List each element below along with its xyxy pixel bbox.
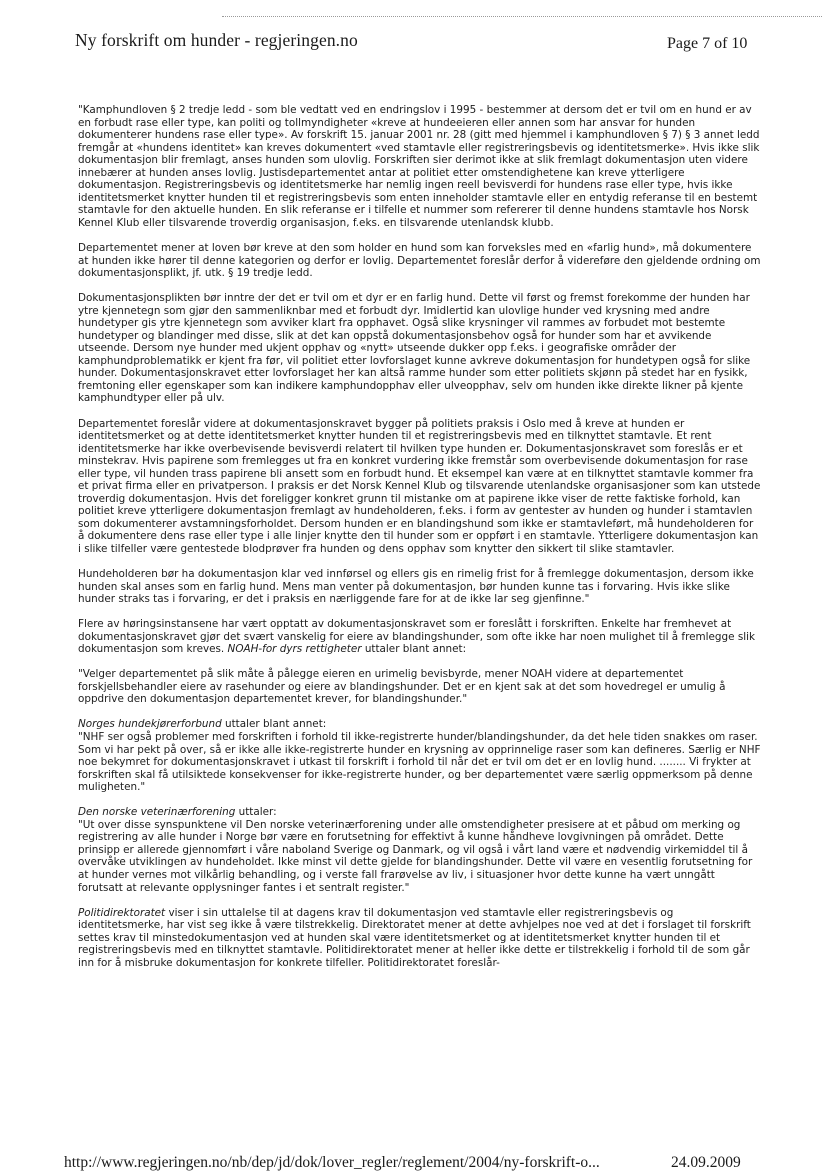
paragraph-nhf-intro	[78, 718, 762, 731]
organization-name-politidirektoratet: Politidirektoratet	[78, 906, 166, 919]
page-title: Ny forskrift om hunder - regjeringen.no	[75, 30, 358, 50]
scan-edge-dots	[222, 16, 822, 17]
paragraph-dokumentasjonsplikten: Dokumentasjonsplikten bør inntre der det er tvil om et dyr er en farlig hund. Dette vil først og fremst forekomme der hunden har ytre kjennetegn som gjør den sammenliknbar med et forbudt dyr. Imidlertid kan ulovlige hunder ved krysning med andre hundetyper gis ytre kjennetegn som avviker klart fra opphavet. Også slike krysninger vil rammes av forbudet mot bestemte hundetyper og blandinger med disse, slik at det kan oppstå dokumentasjonsbehov også for hunder som har et avvikende utseende. Dersom nye hunder med ukjent opphav og «nytt» utseende dukker opp f.eks. i geografiske områder der kamphundproblematikk er kjent fra før, vil politiet etter lovforslaget kunne avkreve dokumentasjon for hundetypen også for slike hunder. Dokumentasjonskravet etter lovforslaget her kan altså ramme hunder som etter politiets skjønn på stedet har en fysikk, fremtoning eller egenskaper som kan indikere kamphundopphav eller ulveopphav, selv om hunden ikke direkte likner på kjente kamphundtyper eller på ulv.	[78, 292, 751, 405]
paragraph-text: viser i sin uttalelse til at dagens krav til dokumentasjon ved stamtavle eller registreringsbevis og identitetsmerke, har vist seg ikke å være tilstrekkelig. Direktoratet mener at dette avhjelpes noe ved at det i forslaget til forskrift settes krav til minstedokumentasjon ved at hunden skal være identitetsmerket og at identitetsmerket knytter hunden til et registreringsbevis med en tilknyttet stamtavle. Politidirektoratet mener at heller ikke dette er tilstrekkelig i forhold til de som går inn for å misbruke dokumentasjon for konkrete tilfeller. Politidirektoratet foreslår-	[78, 906, 751, 969]
paragraph-departement-mener: Departementet mener at loven bør kreve at den som holder en hund som kan forveksles med en «farlig hund», må dokumentere at hunden ikke hører til denne kategorien og derfor er lovlig. Departementet foreslår derfor å videreføre den gjeldende ordning om dokumentasjonsplikt, jf. utk. § 19 tredje ledd.	[78, 241, 761, 280]
paragraph-text: uttaler blant annet:	[361, 643, 467, 656]
document-body	[78, 104, 762, 969]
footer-date: 24.09.2009	[671, 1154, 741, 1171]
quote-nhf: "NHF ser også problemer med forskriften i forhold til ikke-registrerte hunder/blandingshunder, da det hele tiden snakkes om raser. Som vi har pekt på over, så er ikke alle ikke-registrerte hunder en krysning av opprinnelige raser som kan defineres. Særlig er NHF noe bekymret for dokumentasjonskravet i utkast til forskrift i forhold til når det er tvil om det er en lovlig hund. ........ Vi frykter at forskriften skal få utilsiktede konsekvenser for ikke-registrerte hunder, og ber departementet være særlig oppmerksom på denne muligheten."	[78, 731, 761, 794]
organization-name-noah: NOAH-for dyrs rettigheter	[227, 643, 362, 656]
organization-name-veterinaer: Den norske veterinærforening	[78, 806, 236, 819]
footer-url: http://www.regjeringen.no/nb/dep/jd/dok/lover_regler/reglement/2004/ny-forskrift-o...	[64, 1154, 600, 1171]
paragraph-hundeholderen: Hundeholderen bør ha dokumentasjon klar ved innførsel og ellers gis en rimelig frist for å fremlegge dokumentasjon, dersom ikke hunden skal anses som en farlig hund. Mens man venter på dokumentasjon, bør hunden kunne tas i forvaring. Hvis ikke slike hunder straks tas i forvaring, er det i praksis en nærliggende fare for at de ikke lar seg gjenfinne."	[78, 568, 754, 606]
paragraph-text: Flere av høringsinstansene har vært opptatt av dokumentasjonskravet som er foreslått i forskriften. Enkelte har fremhevet at dokumentasjonskravet gjør det svært vanskelig for eiere av blandingshunder, som ofte ikke har noen mulighet til å fremlegge slik dokumentasjon som kreves.	[78, 618, 756, 656]
paragraph-text: uttaler:	[235, 806, 277, 819]
quote-veterinaer: "Ut over disse synspunktene vil Den norske veterinærforening under alle omstendigheter presisere at et påbud om merking og registrering av alle hunder i Norge bør være en forutsetning for effektivt å kunne håndheve lovgivningen på området. Dette prinsipp er allerede gjennomført i våre naboland Sverige og Danmark, og vil også i vårt land være et nødvendig virkemiddel til å overvåke utviklingen av hundeholdet. Ikke minst vil dette gjelde for blandingshunder. Dette vil være en vesentlig forutsetning for at hunder vernes mot vilkårlig behandling, og i verste fall frarøvelse av liv, i situasjoner hvor dette kunne ha vært unngått forutsatt at relevante opplysninger fantes i et sentralt register."	[78, 818, 753, 894]
paragraph-text: uttaler blant annet:	[221, 718, 327, 731]
paragraph-kamphundloven-quote: "Kamphundloven § 2 tredje ledd - som ble vedtatt ved en endringslov i 1995 - bestemmer at dersom det er tvil om en hund er av en forbudt rase eller type, kan politi og tollmyndigheter «kreve at hundeeieren eller annen som har ansvar for hunden dokumenterer hundens rase eller type». Av forskrift 15. januar 2001 nr. 28 (gitt med hjemmel i kamphundloven § 7) § 3 annet ledd fremgår at «hundens identitet» kan kreves dokumentert «ved stamtavle eller registreringsbevis og identitetsmerke». Hvis ikke slik dokumentasjon blir fremlagt, anses hunden som ulovlig. Forskriften sier derimot ikke at slik fremlagt dokumentasjon uten videre innebærer at hunden anses lovlig. Justisdepartementet antar at politiet etter omstendighetene kan kreve ytterligere dokumentasjon. Registreringsbevis og identitetsmerke har nemlig ingen reell bevisverdi for hundens rase eller type, hvis ikke identitetsmerket knytter hunden til et registreringsbevis som enten inneholder stamtavle eller en entydig referanse til en bestemt stamtavle for den aktuelle hunden. En slik referanse er i tilfelle et nummer som refererer til denne hundens stamtavle hos Norsk Kennel Klub eller tilsvarende troverdig organisasjon, f.eks. en tilsvarende utenlandsk klubb.	[78, 104, 760, 229]
paragraph-politidirektoratet	[78, 907, 762, 970]
paragraph-veterinaer-intro	[78, 806, 762, 819]
page-number: Page 7 of 10	[667, 35, 748, 52]
paragraph-departement-foreslar: Departementet foreslår videre at dokumentasjonskravet bygger på politiets praksis i Oslo med å kreve at hunden er identitetsmerket og at dette identitetsmerket knytter hunden til et registreringsbevis med en tilknyttet stamtavle. Et rent identitetsmerke har ikke overbevisende bevisverdi relatert til hvilken type hunden er. Dokumentasjonskravet som foreslås er et minstekrav. Hvis papirene som fremlegges ut fra en konkret vurdering ikke fremstår som overbevisende dokumentasjon for rase eller type, vil hunden trass papirene bli ansett som en forbudt hund. Et eksempel kan være at en tilknyttet stamtavle kommer fra et privat firma eller en privatperson. I praksis er det Norsk Kennel Klub og tilsvarende utenlandske organisasjoner som kan utstede troverdig dokumentasjon. Hvis det foreligger konkret grunn til mistanke om at papirene ikke viser de rette faktiske forhold, kan politiet kreve ytterligere dokumentasjon fremlagt av hundeholderen, f.eks. i form av gentester av hunden og hunder i stamtavlen som dokumenterer avstamningsforholdet. Dersom hunden er en blandingshund som ikke er stamtavleført, må hundeholderen for å dokumentere dens rase eller type i alle linjer knytte den til hunder som er oppført i en stamtavle. Ytterligere dokumentasjon kan i slike tilfeller være gentestede blodprøver fra hunden og dens opphav som knytter den sikkert til slike stamtavler.	[78, 417, 761, 555]
paragraph-horingsinstanser	[78, 618, 762, 656]
quote-noah: "Velger departementet på slik måte å pålegge eieren en urimelig bevisbyrde, mener NOAH videre at departementet forskjellsbehandler eiere av rasehunder og eiere av blandingshunder. Det er en kjent sak at det som hovedregel er umulig å oppdrive den dokumentasjon departementet krever, for blandingshunder."	[78, 668, 726, 706]
organization-name-nhf: Norges hundekjørerforbund	[78, 718, 222, 731]
